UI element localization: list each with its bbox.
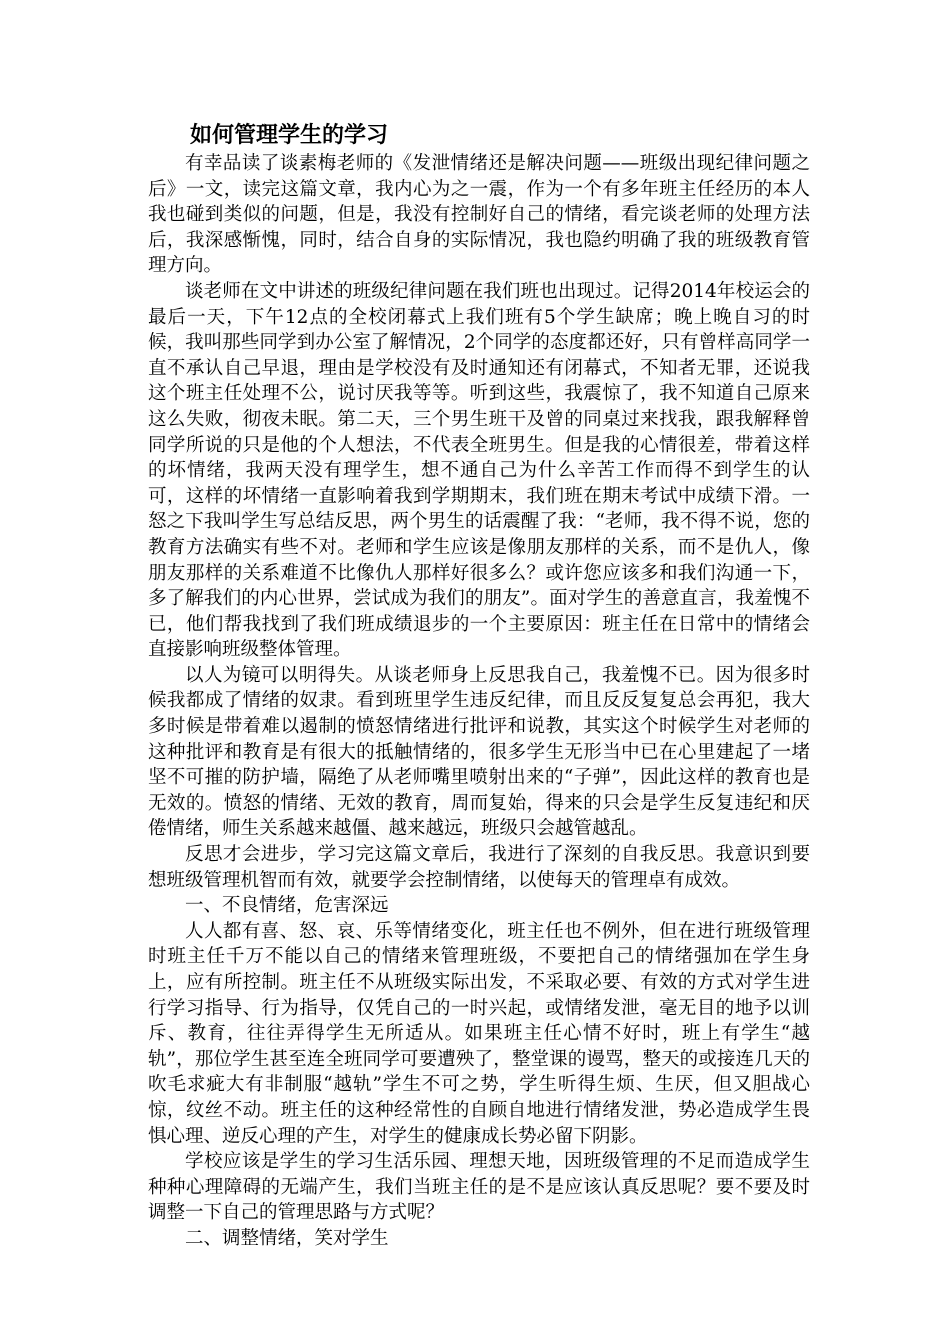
paragraph-progress: 反思才会进步，学习完这篇文章后，我进行了深刻的自我反思。我意识到要想班级管理机智而有效，就要学会控制情绪，以使每天的管理卓有成效。 bbox=[148, 844, 810, 891]
paragraph-reflection: 以人为镜可以明得失。从谈老师身上反思我自己，我羞愧不已。因为很多时候我都成了情绪的奴隶。看到班里学生违反纪律，而且反反复复总会再犯，我大多时候是带着难以遏制的愤怒情绪进行批评和说教，其实这个时候学生对老师的这种批评和教育是有很大的抵触情绪的，很多学生无形当中已在心里建起了一堵坚不可摧的防护墙，隔绝了从老师嘴里喷射出来的“子弹”，因此这样的教育也是无效的。愤怒的情绪、无效的教育，周而复始，得来的只会是学生反复违纪和厌倦情绪，师生关系越来越僵、越来越远，班级只会越管越乱。 bbox=[148, 664, 810, 840]
paragraph-section1-b: 学校应该是学生的学习生活乐园、理想天地，因班级管理的不足而造成学生种种心理障碍的无端产生，我们当班主任的是不是应该认真反思呢？要不要及时调整一下自己的管理思路与方式呢？ bbox=[148, 1151, 810, 1224]
paragraph-incident: 谈老师在文中讲述的班级纪律问题在我们班也出现过。记得2014年校运会的最后一天，下午12点的全校闭幕式上我们班有5个学生缺席；晚上晚自习的时候，我叫那些同学到办公室了解情况，2个同学的态度都还好，只有曾样高同学一直不承认自己早退，理由是学校没有及时通知还有闭幕式，不知者无罪，还说我这个班主任处理不公，说讨厌我等等。听到这些，我震惊了，我不知道自己原来这么失败，彻夜未眠。第二天，三个男生班干及曾的同桌过来找我，跟我解释曾同学所说的只是他的个人想法，不代表全班男生。但是我的心情很差，带着这样的坏情绪，我两天没有理学生，想不通自己为什么辛苦工作而得不到学生的认可，这样的坏情绪一直影响着我到学期期末，我们班在期末考试中成绩下滑。一怒之下我叫学生写总结反思，两个男生的话震醒了我：“老师，我不得不说，您的教育方法确实有些不对。老师和学生应该是像朋友那样的关系，而不是仇人，像朋友那样的关系难道不比像仇人那样好很多么？或许您应该多和我们沟通一下，多了解我们的内心世界，尝试成为我们的朋友”。面对学生的善意直言，我羞愧不已，他们帮我找到了我们班成绩退步的一个主要原因：班主任在日常中的情绪会直接影响班级整体管理。 bbox=[148, 280, 810, 661]
paragraph-intro: 有幸品读了谈素梅老师的《发泄情绪还是解决问题——班级出现纪律问题之后》一文，读完这篇文章，我内心为之一震，作为一个有多年班主任经历的本人我也碰到类似的问题，但是，我没有控制好自己的情绪，看完谈老师的处理方法后，我深感惭愧，同时，结合自身的实际情况，我也隐约明确了我的班级教育管理方向。 bbox=[148, 153, 810, 277]
section-heading-1: 一、不良情绪，危害深远 bbox=[185, 895, 389, 917]
section-heading-2: 二、调整情绪，笑对学生 bbox=[185, 1227, 389, 1249]
paragraph-section1-a: 人人都有喜、怒、哀、乐等情绪变化，班主任也不例外，但在进行班级管理时班主任千万不能以自己的情绪来管理班级，不要把自己的情绪强加在学生身上，应有所控制。班主任不从班级实际出发，不采取必要、有效的方式对学生进行学习指导、行为指导，仅凭自己的一时兴起，或情绪发泄，毫无目的地予以训斥、教育，往往弄得学生无所适从。如果班主任心情不好时，班上有学生“越轨”，那位学生甚至连全班同学可要遭殃了，整堂课的谩骂，整天的或接连几天的吹毛求疵大有非制服“越轨”学生不可之势，学生听得生烦、生厌，但又胆战心惊，纹丝不动。班主任的这种经常性的自顾自地进行情绪发泄，势必造成学生畏惧心理、逆反心理的产生，对学生的健康成长势必留下阴影。 bbox=[148, 920, 810, 1147]
document-title: 如何管理学生的学习 bbox=[190, 123, 389, 148]
document-page bbox=[148, 121, 810, 1252]
